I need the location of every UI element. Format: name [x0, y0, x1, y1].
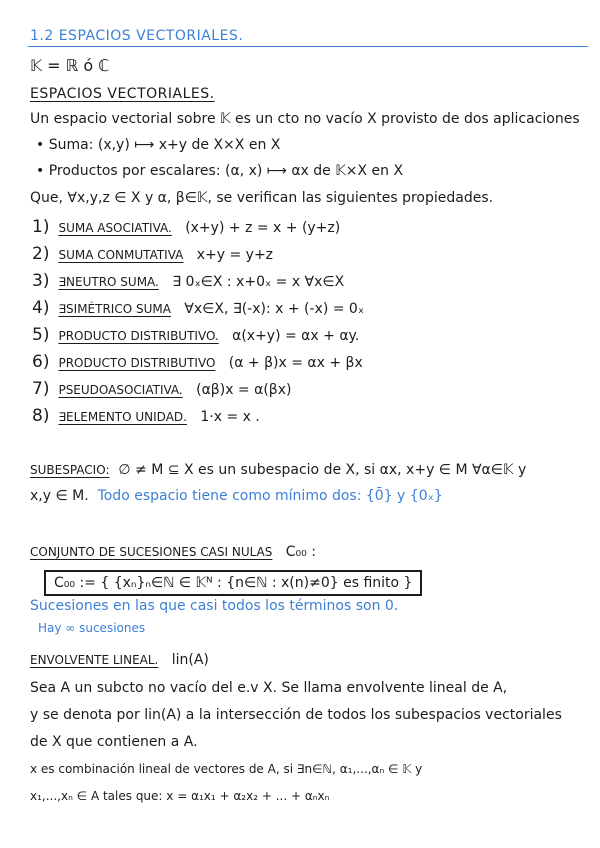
- property-formula: ∃ 0ₓ∈X : x+0ₓ = x ∀x∈X: [172, 274, 345, 290]
- property-name: ∃NEUTRO SUMA.: [58, 275, 159, 289]
- property-number: 4): [32, 298, 50, 318]
- property-number: 1): [32, 217, 50, 237]
- property-item: [32, 352, 363, 372]
- property-item: [32, 244, 273, 264]
- span-heading: [30, 652, 209, 668]
- field-line: 𝕂 = ℝ ó ℂ: [30, 56, 110, 75]
- c00-formula: C₀₀ := { {xₙ}ₙ∈ℕ ∈ 𝕂ᴺ : {n∈ℕ : x(n)≠0} es finito }: [44, 570, 422, 596]
- property-name: PRODUCTO DISTRIBUTIVO: [58, 356, 216, 370]
- subspace-definition-cont: [30, 488, 443, 504]
- property-number: 3): [32, 271, 50, 291]
- property-number: 7): [32, 379, 50, 399]
- property-number: 6): [32, 352, 50, 372]
- properties-intro: Que, ∀x,y,z ∈ X y α, β∈𝕂, se verifican las siguientes propiedades.: [30, 190, 494, 206]
- vs-definition: Un espacio vectorial sobre 𝕂 es un cto no vacío X provisto de dos aplicaciones: [30, 111, 580, 127]
- span-symbol: lin(A): [171, 652, 209, 668]
- section-vs-heading: ESPACIOS VECTORIALES.: [30, 86, 215, 102]
- c00-formula-box: [44, 570, 422, 596]
- property-name: SUMA ASOCIATIVA.: [58, 221, 172, 235]
- c00-symbol: C₀₀ :: [285, 544, 316, 560]
- property-item: [32, 325, 359, 345]
- c00-label: CONJUNTO DE SUCESIONES CASI NULAS: [30, 545, 273, 559]
- property-item: [32, 271, 344, 291]
- property-item: [32, 379, 291, 399]
- property-name: ∃SIMÉTRICO SUMA: [58, 302, 171, 316]
- property-formula: 1·x = x .: [200, 409, 260, 425]
- c00-note: Sucesiones en las que casi todos los términos son 0.: [30, 598, 399, 614]
- c00-note-2: Hay ∞ sucesiones: [38, 621, 146, 635]
- property-name: PSEUDOASOCIATIVA.: [58, 383, 183, 397]
- property-item: [32, 406, 260, 426]
- title-rule: [28, 46, 588, 47]
- combination-def-line-2: x₁,...,xₙ ∈ A tales que: x = α₁x₁ + α₂x₂ + ... + αₙxₙ: [30, 789, 330, 803]
- property-formula: (x+y) + z = x + (y+z): [185, 220, 341, 236]
- bullet-scalar-product: • Productos por escalares: (α, x) ⟼ αx de 𝕂×X en X: [36, 163, 404, 179]
- subspace-note: Todo espacio tiene como mínimo dos: {0̄} y {0ₓ}: [97, 488, 443, 504]
- property-formula: ∀x∈X, ∃(-x): x + (-x) = 0ₓ: [184, 301, 365, 317]
- property-number: 8): [32, 406, 50, 426]
- span-def-line-1: Sea A un subcto no vacío del e.v X. Se llama envolvente lineal de A,: [30, 680, 508, 696]
- title-text: 1.2 ESPACIOS VECTORIALES.: [30, 28, 244, 44]
- bullet-sum: • Suma: (x,y) ⟼ x+y de X×X en X: [36, 137, 281, 153]
- span-def-line-2: y se denota por lin(A) a la intersección de todos los subespacios vectoriales: [30, 707, 562, 723]
- property-item: [32, 217, 340, 237]
- property-name: ∃ELEMENTO UNIDAD.: [58, 410, 187, 424]
- property-number: 2): [32, 244, 50, 264]
- subspace-def-text2: x,y ∈ M.: [30, 488, 89, 504]
- subspace-def-text: ∅ ≠ M ⊆ X es un subespacio de X, si αx, x+y ∈ M ∀α∈𝕂 y: [118, 462, 527, 478]
- combination-def-line-1: x es combinación lineal de vectores de A, si ∃n∈ℕ, α₁,...,αₙ ∈ 𝕂 y: [30, 762, 423, 776]
- property-formula: α(x+y) = αx + αy.: [232, 328, 360, 344]
- property-formula: (αβ)x = α(βx): [196, 382, 292, 398]
- span-def-line-3: de X que contienen a A.: [30, 734, 198, 750]
- span-label: ENVOLVENTE LINEAL.: [30, 653, 159, 667]
- subspace-definition: [30, 462, 526, 478]
- page-title: [30, 28, 243, 44]
- property-formula: (α + β)x = αx + βx: [228, 355, 363, 371]
- property-item: [32, 298, 364, 318]
- property-formula: x+y = y+z: [196, 247, 274, 263]
- subspace-label: SUBESPACIO:: [30, 463, 110, 477]
- property-name: SUMA CONMUTATIVA: [58, 248, 184, 262]
- c00-heading: [30, 544, 316, 560]
- property-name: PRODUCTO DISTRIBUTIVO.: [58, 329, 219, 343]
- property-number: 5): [32, 325, 50, 345]
